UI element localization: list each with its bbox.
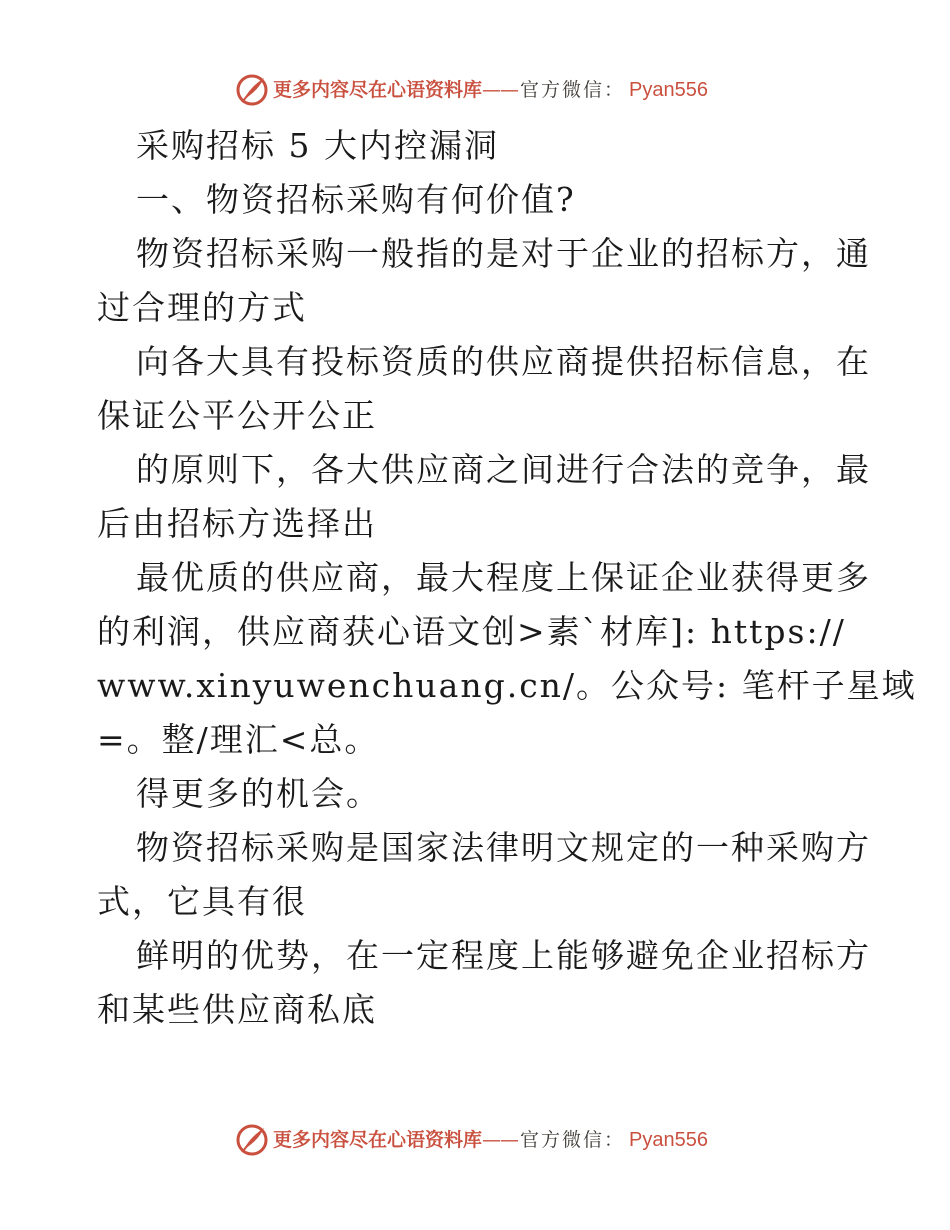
footer-banner-title: 更多内容尽在心语资料库 [273, 1128, 483, 1151]
paragraph-line: 的利润，供应商获心语文创>素`材库]: https:// [97, 612, 846, 651]
header-banner-wechat-id: Pyan556 [629, 79, 708, 101]
paragraph-line: =。整/理汇<总。 [97, 720, 380, 759]
feather-logo-icon [235, 1123, 269, 1157]
document-title: 采购招标 5 大内控漏洞 [136, 126, 499, 165]
document-body [97, 119, 917, 1037]
feather-logo-icon [235, 73, 269, 107]
paragraph-line: 的原则下，各大供应商之间进行合法的竞争，最 [136, 450, 871, 489]
paragraph-line: 物资招标采购一般指的是对于企业的招标方，通 [136, 234, 871, 273]
paragraph-line: 式，它具有很 [97, 882, 307, 921]
header-banner-wechat-label: 官方微信： [520, 78, 626, 101]
paragraph-line: 物资招标采购是国家法律明文规定的一种采购方 [136, 828, 871, 867]
footer-banner-dash: —— [482, 1128, 519, 1151]
paragraph-line: www.xinyuwenchuang.cn/。公众号: 笔杆子星域 [97, 666, 917, 705]
footer-banner-wechat-label: 官方微信： [520, 1128, 626, 1151]
paragraph-line: 向各大具有投标资质的供应商提供招标信息，在 [136, 342, 871, 381]
paragraph-line: 后由招标方选择出 [97, 504, 377, 543]
paragraph-line: 得更多的机会。 [136, 774, 381, 813]
footer-banner-wechat-id: Pyan556 [629, 1129, 708, 1151]
header-banner-title: 更多内容尽在心语资料库 [273, 78, 483, 101]
header-banner-dash: —— [482, 78, 519, 101]
paragraph-line: 鲜明的优势，在一定程度上能够避免企业招标方 [136, 936, 871, 975]
paragraph-line: 最优质的供应商，最大程度上保证企业获得更多 [136, 558, 871, 597]
footer-banner [235, 1120, 708, 1160]
paragraph-line: 和某些供应商私底 [97, 990, 377, 1029]
paragraph-line: 过合理的方式 [97, 288, 307, 327]
paragraph-line: 保证公平公开公正 [97, 396, 377, 435]
header-banner [235, 70, 708, 110]
section-heading: 一、物资招标采购有何价值? [136, 180, 576, 219]
